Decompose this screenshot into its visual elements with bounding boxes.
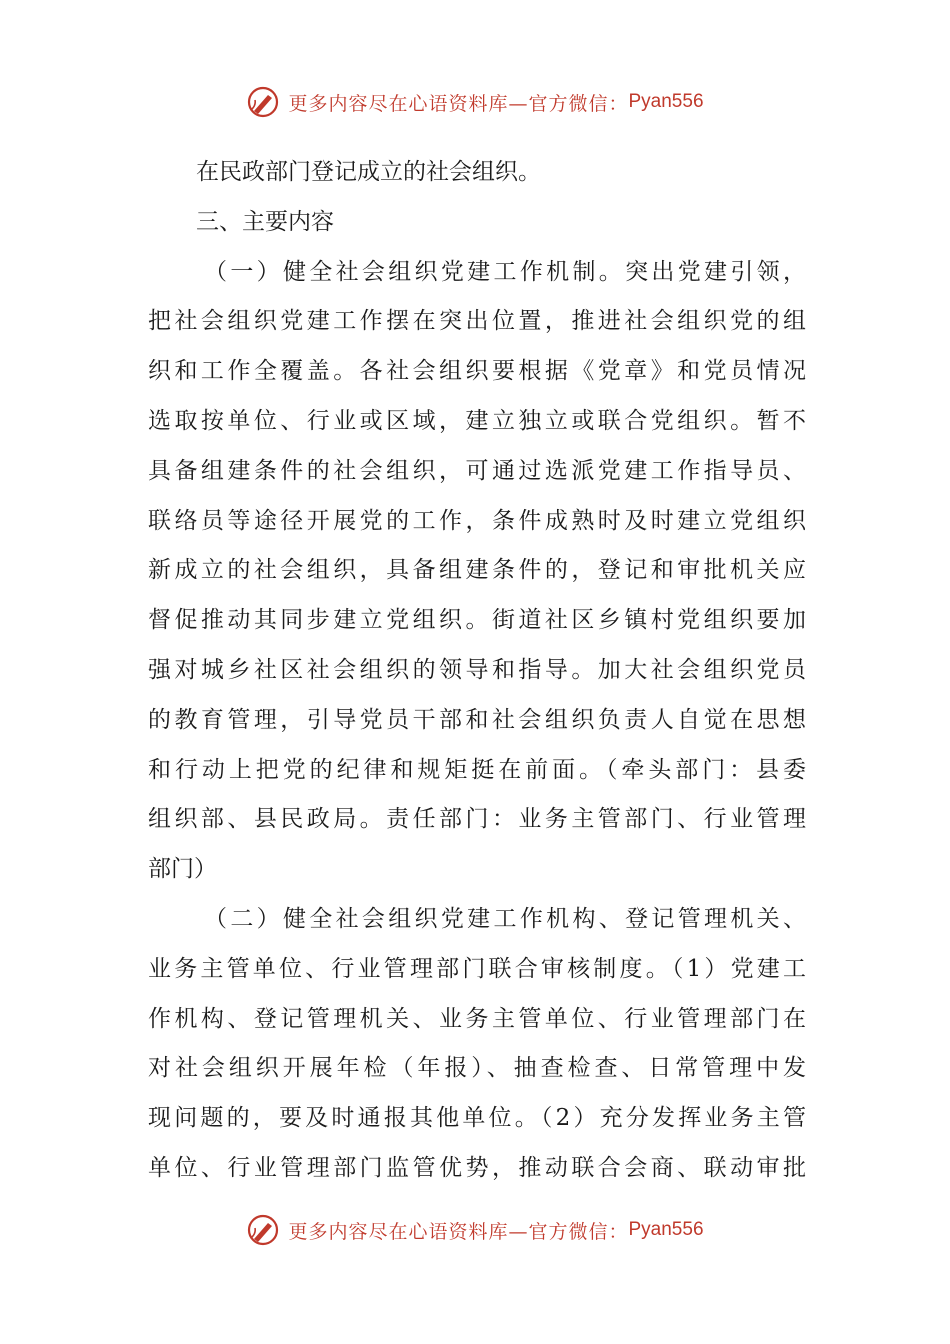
text-line: 现问题的，要及时通报其他单位。（2）充分发挥业务主管: [148, 1105, 806, 1132]
text-line: 业务主管单位、行业管理部门联合审核制度。（1）党建工: [148, 955, 806, 982]
pen-logo-icon: [246, 1213, 280, 1247]
watermark-text: 更多内容尽在心语资料库—官方微信：: [288, 1220, 629, 1243]
text-line: 新成立的社会组织，具备组建条件的，登记和审批机关应: [148, 557, 806, 584]
watermark-text: 更多内容尽在心语资料库—官方微信：: [288, 92, 629, 115]
text-line: 把社会组织党建工作摆在突出位置，推进社会组织党的组: [148, 308, 806, 335]
watermark-handle: Pyan556: [628, 91, 704, 112]
watermark-banner-top: [0, 80, 950, 124]
text-line: 联络员等途径开展党的工作，条件成熟时及时建立党组织: [148, 507, 806, 534]
document-body: [148, 148, 806, 1194]
watermark-handle: Pyan556: [628, 1219, 704, 1240]
text-line: （二）健全社会组织党建工作机构、登记管理机关、: [204, 905, 806, 932]
watermark-banner-bottom: [0, 1208, 950, 1252]
text-line: 组织部、县民政局。责任部门：业务主管部门、行业管理: [148, 806, 806, 833]
text-line: 织和工作全覆盖。各社会组织要根据《党章》和党员情况: [148, 358, 806, 385]
text-line: 的教育管理，引导党员干部和社会组织负责人自觉在思想: [148, 706, 806, 733]
text-line: 在民政部门登记成立的社会组织。: [196, 159, 541, 185]
text-line: 单位、行业管理部门监管优势，推动联合会商、联动审批: [148, 1154, 806, 1181]
text-line: 和行动上把党的纪律和规矩挺在前面。（牵头部门：县委: [148, 756, 806, 783]
pen-logo-icon: [246, 85, 280, 119]
section-heading: 三、主要内容: [196, 208, 334, 235]
text-line: 部门）: [148, 856, 217, 883]
text-line: 选取按单位、行业或区域，建立独立或联合党组织。暂不: [148, 407, 806, 434]
text-line: 督促推动其同步建立党组织。街道社区乡镇村党组织要加: [148, 607, 806, 634]
text-line: 强对城乡社区社会组织的领导和指导。加大社会组织党员: [148, 656, 806, 683]
text-line: （一）健全社会组织党建工作机制。突出党建引领，: [204, 258, 806, 285]
text-line: 作机构、登记管理机关、业务主管单位、行业管理部门在: [148, 1005, 806, 1032]
text-line: 具备组建条件的社会组织，可通过选派党建工作指导员、: [148, 457, 806, 484]
text-line: 对社会组织开展年检（年报）、抽查检查、日常管理中发: [148, 1055, 806, 1082]
